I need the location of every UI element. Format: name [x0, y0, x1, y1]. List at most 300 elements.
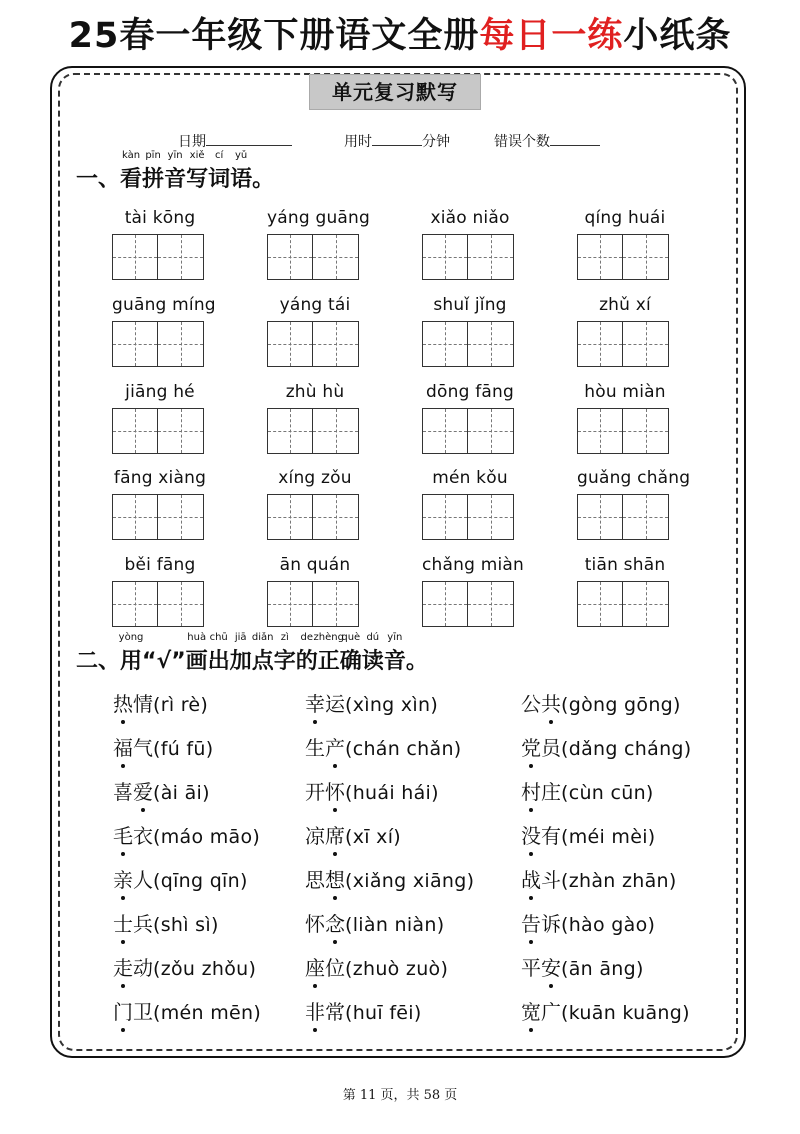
question-word-text: 幸运 [305, 692, 345, 716]
emphasis-dot [121, 896, 125, 900]
writing-grid [577, 321, 673, 367]
word-writing-item [577, 553, 673, 627]
question-word [305, 954, 345, 982]
emphasis-dot [549, 720, 553, 724]
emphasis-dot [121, 940, 125, 944]
word-pinyin: qíng huái [584, 208, 666, 228]
question-word [521, 778, 561, 806]
word-pinyin: dōng fāng [426, 382, 514, 402]
emphasis-dot [121, 764, 125, 768]
writing-box[interactable] [623, 494, 669, 540]
pronunciation-question[interactable] [305, 866, 474, 895]
pinyin-options[interactable]: (ài āi) [153, 782, 210, 804]
word-pinyin: fāng xiàng [113, 468, 207, 488]
question-word-text: 走动 [113, 956, 153, 980]
writing-grid [422, 234, 518, 280]
pinyin-options[interactable]: (fú fū) [153, 738, 214, 760]
word-pinyin: zhǔ xí [599, 295, 651, 315]
writing-box[interactable] [422, 494, 468, 540]
section-2-heading-char-text: 加 [229, 649, 252, 674]
errors-blank[interactable] [550, 131, 600, 146]
section-2-heading-char [251, 632, 274, 676]
writing-box[interactable] [267, 581, 313, 627]
word-writing-item [422, 380, 518, 454]
pinyin-options[interactable]: (dǎng cháng) [561, 738, 692, 760]
section-1-heading-char [120, 150, 143, 194]
pronunciation-question[interactable] [521, 998, 690, 1027]
emphasis-dot [121, 720, 125, 724]
page-footer: 第 11 页，共 58 页 [342, 1088, 458, 1103]
pinyin-options[interactable]: (zhàn zhān) [561, 870, 677, 892]
question-word [113, 822, 153, 850]
word-pinyin: xíng zǒu [278, 468, 352, 488]
question-word [113, 866, 153, 894]
emphasis-dot [333, 764, 337, 768]
pinyin-options[interactable]: (qīng qīn) [153, 870, 248, 892]
section-2-heading-char-pinyin: dú [366, 632, 380, 643]
writing-box[interactable] [468, 321, 514, 367]
section-2-heading-char [361, 632, 384, 676]
question-word [305, 998, 345, 1026]
section-2-heading-char-text: 正 [317, 649, 340, 674]
pinyin-options[interactable]: (máo māo) [153, 826, 261, 848]
word-writing-item [112, 293, 216, 367]
pinyin-options[interactable]: (huái hái) [345, 782, 439, 804]
pinyin-options[interactable]: (huī fēi) [345, 1002, 422, 1024]
question-word-text: 党员 [521, 736, 561, 760]
section-2-heading-char [273, 632, 296, 676]
pinyin-options[interactable]: (xī xí) [345, 826, 402, 848]
pinyin-options[interactable]: (cùn cūn) [561, 782, 654, 804]
word-writing-item [577, 293, 673, 367]
section-2-heading-char-pinyin: zì [280, 632, 289, 643]
word-pinyin: tài kōng [124, 208, 196, 228]
word-writing-item [267, 206, 370, 280]
question-word-text: 平安 [521, 956, 561, 980]
section-2-heading-char-text: 用 [120, 649, 143, 674]
question-word-text: 热情 [113, 692, 153, 716]
question-word-text: 没有 [521, 824, 561, 848]
pinyin-options[interactable]: (hào gào) [561, 914, 656, 936]
writing-grid [112, 581, 208, 627]
question-word [113, 778, 153, 806]
title-part-3: 小纸条 [623, 16, 732, 56]
pinyin-options[interactable]: (rì rè) [153, 694, 209, 716]
question-word-text: 福气 [113, 736, 153, 760]
section-2-heading-char-pinyin: de [300, 632, 313, 643]
emphasis-dot [313, 984, 317, 988]
section-2-heading-char-text: 二 [76, 649, 99, 674]
word-pinyin: zhù hù [285, 382, 345, 402]
word-pinyin: yáng tái [279, 295, 351, 315]
emphasis-dot [549, 984, 553, 988]
word-pinyin: shuǐ jǐng [433, 295, 507, 315]
section-1-heading-char-text: 音 [164, 167, 187, 192]
time-field[interactable] [344, 131, 450, 151]
writing-box[interactable] [468, 234, 514, 280]
pinyin-options[interactable]: (gòng gōng) [561, 694, 681, 716]
time-blank[interactable] [372, 131, 422, 146]
question-word [521, 822, 561, 850]
word-pinyin: chǎng miàn [422, 555, 524, 575]
emphasis-dot [121, 1028, 125, 1032]
question-word [521, 866, 561, 894]
pinyin-options[interactable]: (mén mēn) [153, 1002, 262, 1024]
emphasis-dot [529, 940, 533, 944]
emphasis-dot [121, 852, 125, 856]
word-writing-item [577, 380, 673, 454]
pinyin-options[interactable]: (xiǎng xiāng) [345, 870, 475, 892]
section-2-heading-char-pinyin: yīn [387, 632, 403, 643]
section-2-heading-char-text: 点 [251, 649, 274, 674]
section-1-heading-char-pinyin: yīn [167, 150, 183, 161]
pinyin-options[interactable]: (zǒu zhǒu) [153, 958, 257, 980]
writing-box[interactable] [468, 494, 514, 540]
word-writing-item [422, 293, 518, 367]
section-2-heading-char-pinyin: jiā [234, 632, 247, 643]
writing-grid [267, 581, 363, 627]
question-word [113, 910, 153, 938]
writing-grid [267, 494, 363, 540]
emphasis-dot [529, 1028, 533, 1032]
section-1-heading-char-pinyin: yǔ [234, 150, 248, 161]
emphasis-dot [529, 764, 533, 768]
pinyin-options[interactable]: (ān āng) [561, 958, 644, 980]
writing-box[interactable] [158, 408, 204, 454]
section-2-heading-char-text: 读 [361, 649, 384, 674]
section-2-heading-char-text: 、 [98, 649, 121, 674]
writing-grid [267, 321, 363, 367]
section-1-heading-char-pinyin: xiě [189, 150, 205, 161]
question-word [521, 690, 561, 718]
question-word-text: 村庄 [521, 780, 561, 804]
pronunciation-question[interactable] [521, 910, 655, 939]
section-1-heading-char [98, 166, 120, 194]
word-pinyin: jiāng hé [125, 382, 195, 402]
writing-box[interactable] [158, 321, 204, 367]
question-word-text: 告诉 [521, 912, 561, 936]
word-pinyin: tiān shān [584, 555, 666, 575]
word-pinyin: yáng guāng [267, 208, 370, 228]
writing-grid [267, 408, 363, 454]
writing-box[interactable] [158, 494, 204, 540]
writing-box[interactable] [422, 234, 468, 280]
section-2-heading-char [142, 648, 156, 676]
pronunciation-question[interactable] [113, 822, 260, 851]
writing-box[interactable] [422, 408, 468, 454]
pronunciation-question[interactable] [521, 954, 644, 983]
writing-box[interactable] [577, 581, 623, 627]
writing-box[interactable] [112, 321, 158, 367]
pronunciation-question[interactable] [113, 954, 256, 983]
section-2-heading-char [406, 648, 428, 676]
writing-grid [112, 408, 208, 454]
word-pinyin: mén kǒu [432, 468, 508, 488]
writing-box[interactable] [112, 408, 158, 454]
word-pinyin: guǎng chǎng [577, 468, 691, 488]
pronunciation-question[interactable] [521, 734, 692, 763]
word-writing-item [422, 553, 524, 627]
emphasis-dot [333, 940, 337, 944]
section-1-heading-char [142, 150, 165, 194]
section-2-heading-char [118, 632, 144, 676]
pronunciation-question[interactable] [305, 998, 422, 1027]
question-word [305, 690, 345, 718]
section-2-heading-char [313, 632, 344, 676]
pinyin-options[interactable]: (shì sì) [153, 914, 219, 936]
writing-grid [577, 581, 673, 627]
section-1-heading-char-text: 语 [230, 167, 253, 192]
date-label: 日期 [178, 134, 206, 150]
writing-box[interactable] [313, 581, 359, 627]
question-word-text: 思想 [305, 868, 345, 892]
writing-box[interactable] [313, 321, 359, 367]
question-word-text: 喜爱 [113, 780, 153, 804]
section-1-heading-char-pinyin: cí [214, 150, 224, 161]
pronunciation-question[interactable] [113, 998, 261, 1027]
section-1-heading-char-text: 写 [186, 167, 209, 192]
writing-box[interactable] [158, 234, 204, 280]
word-writing-item [112, 206, 208, 280]
pronunciation-question[interactable] [113, 866, 248, 895]
pronunciation-question[interactable] [305, 734, 462, 763]
question-word-text: 门卫 [113, 1000, 153, 1024]
section-2-heading-char [383, 632, 406, 676]
writing-grid [422, 494, 518, 540]
pinyin-options[interactable]: (méi mèi) [561, 826, 656, 848]
pronunciation-question[interactable] [521, 866, 677, 895]
errors-field[interactable] [494, 131, 600, 151]
section-2-heading-char [229, 632, 252, 676]
question-word [305, 910, 345, 938]
pronunciation-question[interactable] [521, 822, 656, 851]
writing-box[interactable] [267, 408, 313, 454]
question-word-text: 凉席 [305, 824, 345, 848]
writing-grid [267, 234, 363, 280]
pronunciation-question[interactable] [305, 690, 438, 719]
question-word [113, 734, 153, 762]
emphasis-dot [333, 808, 337, 812]
title-part-2-highlight: 每日一练 [479, 16, 624, 56]
writing-box[interactable] [623, 581, 669, 627]
section-2-heading-char-pinyin: diǎn [251, 632, 274, 643]
question-word-text: 宽广 [521, 1000, 561, 1024]
question-word [305, 734, 345, 762]
section-2-heading-char-pinyin: yòng [118, 632, 144, 643]
writing-box[interactable] [313, 494, 359, 540]
writing-box[interactable] [112, 581, 158, 627]
writing-box[interactable] [112, 494, 158, 540]
section-1-heading-char-text: 一 [76, 167, 99, 192]
question-word [113, 998, 153, 1026]
section-1-heading-char [76, 166, 98, 194]
section-2-heading-char-text: 画 [185, 649, 208, 674]
word-writing-item [577, 206, 673, 280]
word-pinyin: guāng míng [112, 295, 216, 315]
word-writing-item [112, 466, 208, 540]
word-pinyin: ān quán [279, 555, 351, 575]
question-word-text: 生产 [305, 736, 345, 760]
question-word-text: 战斗 [521, 868, 561, 892]
question-word-text: 怀念 [305, 912, 345, 936]
question-word [305, 866, 345, 894]
question-word-text: 公共 [521, 692, 561, 716]
section-1-heading-char-text: 。 [252, 167, 275, 192]
pronunciation-question[interactable] [305, 910, 444, 939]
word-pinyin: běi fāng [124, 555, 196, 575]
time-label: 用时 [344, 134, 372, 150]
writing-grid [112, 234, 208, 280]
section-1-heading-char [230, 150, 253, 194]
section-2-heading-char [207, 632, 230, 676]
question-word [113, 954, 153, 982]
word-writing-item [267, 466, 363, 540]
pronunciation-question[interactable] [113, 910, 219, 939]
word-writing-item [267, 380, 363, 454]
minutes-label: 分钟 [422, 134, 450, 150]
writing-box[interactable] [577, 408, 623, 454]
question-word-text: 亲人 [113, 868, 153, 892]
writing-grid [112, 321, 208, 367]
section-2-heading-char-text: 的 [295, 649, 318, 674]
section-2-heading [76, 632, 428, 696]
writing-box[interactable] [267, 321, 313, 367]
question-word-text: 毛衣 [113, 824, 153, 848]
pronunciation-question[interactable] [305, 954, 448, 983]
word-writing-item [267, 293, 363, 367]
pinyin-options[interactable]: (chán chǎn) [345, 738, 462, 760]
writing-box[interactable] [313, 408, 359, 454]
word-writing-item [422, 206, 518, 280]
emphasis-dot [141, 808, 145, 812]
section-2-heading-char-text: 字 [273, 649, 296, 674]
writing-box[interactable] [577, 494, 623, 540]
word-writing-item [422, 466, 518, 540]
pronunciation-question[interactable] [113, 778, 210, 807]
emphasis-dot [529, 896, 533, 900]
pronunciation-question[interactable] [113, 690, 208, 719]
section-1-heading-char [186, 150, 209, 194]
pronunciation-question[interactable] [113, 734, 213, 763]
section-1-heading-char-pinyin: pīn [145, 150, 161, 161]
section-1-heading-char-text: 、 [98, 167, 121, 192]
writing-box[interactable] [158, 581, 204, 627]
pronunciation-question[interactable] [305, 778, 439, 807]
section-2-heading-char-pinyin: huà [187, 632, 207, 643]
writing-box[interactable] [422, 581, 468, 627]
section-1-heading-char-text: 拼 [142, 167, 165, 192]
pinyin-options[interactable]: (liàn niàn) [345, 914, 445, 936]
errors-label: 错误个数 [494, 134, 550, 150]
section-1-heading-char [164, 150, 187, 194]
word-writing-item [112, 380, 208, 454]
section-1-heading-char-text: 词 [208, 167, 231, 192]
section-2-heading-char-text: 音 [383, 649, 406, 674]
word-writing-item [577, 466, 691, 540]
section-2-heading-char [171, 648, 185, 676]
date-blank[interactable] [206, 131, 292, 146]
section-1-heading-char [252, 166, 274, 194]
word-pinyin: hòu miàn [584, 382, 666, 402]
emphasis-dot [313, 720, 317, 724]
emphasis-dot [121, 984, 125, 988]
section-2-heading-char-text: 出 [207, 649, 230, 674]
page-title [0, 14, 800, 58]
question-word-text: 开怀 [305, 780, 345, 804]
pinyin-options[interactable]: (xìng xìn) [345, 694, 439, 716]
writing-grid [577, 408, 673, 454]
writing-box[interactable] [577, 234, 623, 280]
word-writing-item [112, 553, 208, 627]
writing-grid [422, 408, 518, 454]
writing-box[interactable] [623, 234, 669, 280]
writing-box[interactable] [422, 321, 468, 367]
section-2-heading-char [185, 632, 208, 676]
writing-box[interactable] [623, 321, 669, 367]
writing-box[interactable] [112, 234, 158, 280]
pronunciation-question[interactable] [521, 778, 654, 807]
section-2-heading-char [76, 648, 98, 676]
emphasis-dot [529, 852, 533, 856]
writing-box[interactable] [267, 494, 313, 540]
section-2-heading-char [98, 648, 120, 676]
writing-box[interactable] [468, 408, 514, 454]
writing-grid [577, 494, 673, 540]
writing-box[interactable] [267, 234, 313, 280]
writing-grid [422, 321, 518, 367]
emphasis-dot [313, 1028, 317, 1032]
writing-box[interactable] [313, 234, 359, 280]
question-word [521, 734, 561, 762]
title-part-1: 25春一年级下册语文全册 [68, 16, 480, 56]
writing-box[interactable] [468, 581, 514, 627]
question-word [113, 690, 153, 718]
question-word-text: 非常 [305, 1000, 345, 1024]
section-2-heading-char-text: √ [156, 649, 172, 674]
section-1-heading-char-pinyin: kàn [121, 150, 141, 161]
emphasis-dot [333, 852, 337, 856]
section-2-heading-char-pinyin: què [341, 632, 361, 643]
word-pinyin: xiǎo niǎo [430, 208, 510, 228]
writing-box[interactable] [577, 321, 623, 367]
emphasis-dot [333, 896, 337, 900]
question-word [521, 998, 561, 1026]
writing-box[interactable] [623, 408, 669, 454]
question-word [305, 822, 345, 850]
pronunciation-question[interactable] [305, 822, 401, 851]
section-2-heading-char [157, 648, 172, 676]
section-2-heading-char-text: 。 [405, 649, 428, 674]
emphasis-dot [529, 808, 533, 812]
question-word-text: 座位 [305, 956, 345, 980]
section-2-heading-char-pinyin: chū [209, 632, 228, 643]
section-1-heading-char [208, 150, 231, 194]
section-2-heading-char-pinyin: zhèng [313, 632, 344, 643]
pronunciation-question[interactable] [521, 690, 681, 719]
pinyin-options[interactable]: (zhuò zuò) [345, 958, 449, 980]
unit-title: 单元复习默写 [309, 74, 481, 110]
question-word [521, 954, 561, 982]
question-word [305, 778, 345, 806]
question-word-text: 士兵 [113, 912, 153, 936]
section-2-heading-char-text: ” [171, 649, 186, 674]
pinyin-options[interactable]: (kuān kuāng) [561, 1002, 690, 1024]
section-2-heading-char [339, 632, 362, 676]
section-2-heading-char-text: 确 [339, 649, 362, 674]
date-field[interactable] [178, 131, 292, 151]
writing-grid [422, 581, 518, 627]
writing-grid [112, 494, 208, 540]
